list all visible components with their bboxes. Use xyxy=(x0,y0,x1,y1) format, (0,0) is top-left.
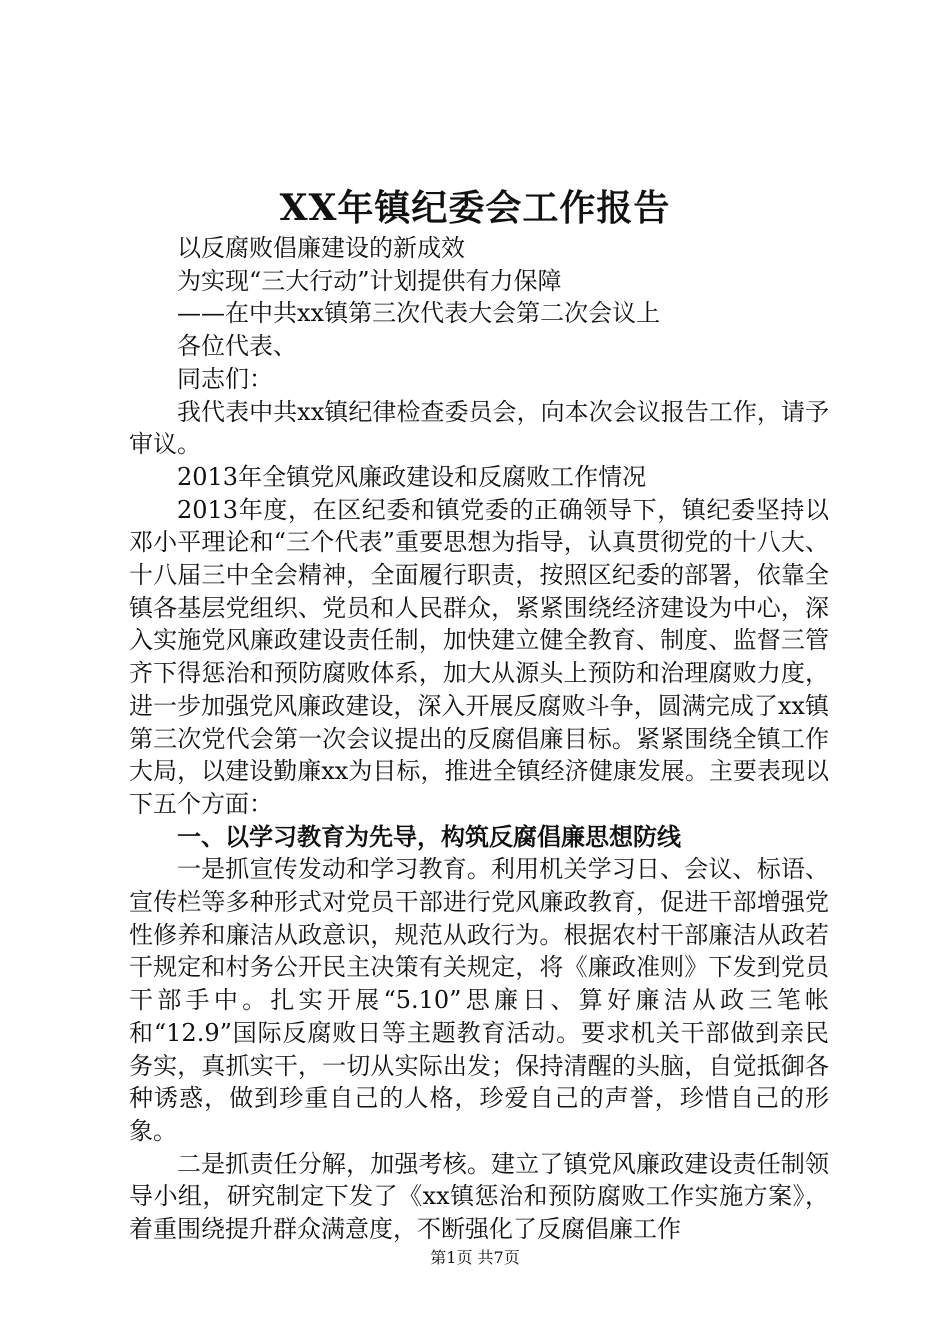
section-title: 2013年全镇党风廉政建设和反腐败工作情况 xyxy=(177,462,647,491)
page-indicator: 第1页 共7页 xyxy=(430,1248,520,1267)
body-paragraph-1: 一是抓宣传发动和学习教育。利用机关学习日、会议、标语、宣传栏等多种形式对党员干部进行党风廉政教育，促进干部增强党性修养和廉洁从政意识，规范从政行为。根据农村干部廉洁从政若干规定和村务公开民主决策有关规定，将《廉政准则》下发到党员干部手中。扎实开展“5.10”思廉日、算好廉洁从政三笔帐和“12.9”国际反腐败日等主题教育活动。要求机关干部做到亲民务实，真抓实干，一切从实际出发；保持清醒的头脑，自觉抵御各种诱惑，做到珍重自己的人格，珍爱自己的声誉，珍惜自己的形象。 xyxy=(129,855,829,1145)
section-heading-1: 一、以学习教育为先导，构筑反腐倡廉思想防线 xyxy=(177,822,681,851)
subtitle-line-3: ——在中共xx镇第三次代表大会第二次会议上 xyxy=(177,299,661,328)
body-paragraph-2: 二是抓责任分解，加强考核。建立了镇党风廉政建设责任制领导小组，研究制定下发了《xx镇惩治和预防腐败工作实施方案》，着重围绕提升群众满意度，不断强化了反腐倡廉工作 xyxy=(129,1149,829,1244)
document-title: XX年镇纪委会工作报告 xyxy=(279,187,671,229)
salutation-line-1: 各位代表、 xyxy=(177,332,297,361)
salutation-line-2: 同志们： xyxy=(177,364,273,393)
subtitle-line-2: 为实现“三大行动”计划提供有力保障 xyxy=(177,266,562,295)
overview-paragraph: 2013年度，在区纪委和镇党委的正确领导下，镇纪委坚持以邓小平理论和“三个代表”重要思想为指导，认真贯彻党的十八大、十八届三中全会精神，全面履行职责，按照区纪委的部署，依靠全镇各基层党组织、党员和人民群众，紧紧围绕经济建设为中心，深入实施党风廉政建设责任制，加快建立健全教育、制度、监督三管齐下得惩治和预防腐败体系，加大从源头上预防和治理腐败力度，进一步加强党风廉政建设，深入开展反腐败斗争，圆满完成了xx镇第三次党代会第一次会议提出的反腐倡廉目标。紧紧围绕全镇工作大局，以建设勤廉xx为目标，推进全镇经济健康发展。主要表现以下五个方面： xyxy=(129,495,829,818)
intro-paragraph: 我代表中共xx镇纪律检查委员会，向本次会议报告工作，请予审议。 xyxy=(129,397,829,459)
subtitle-line-1: 以反腐败倡廉建设的新成效 xyxy=(177,234,465,262)
document-body xyxy=(129,232,829,1246)
